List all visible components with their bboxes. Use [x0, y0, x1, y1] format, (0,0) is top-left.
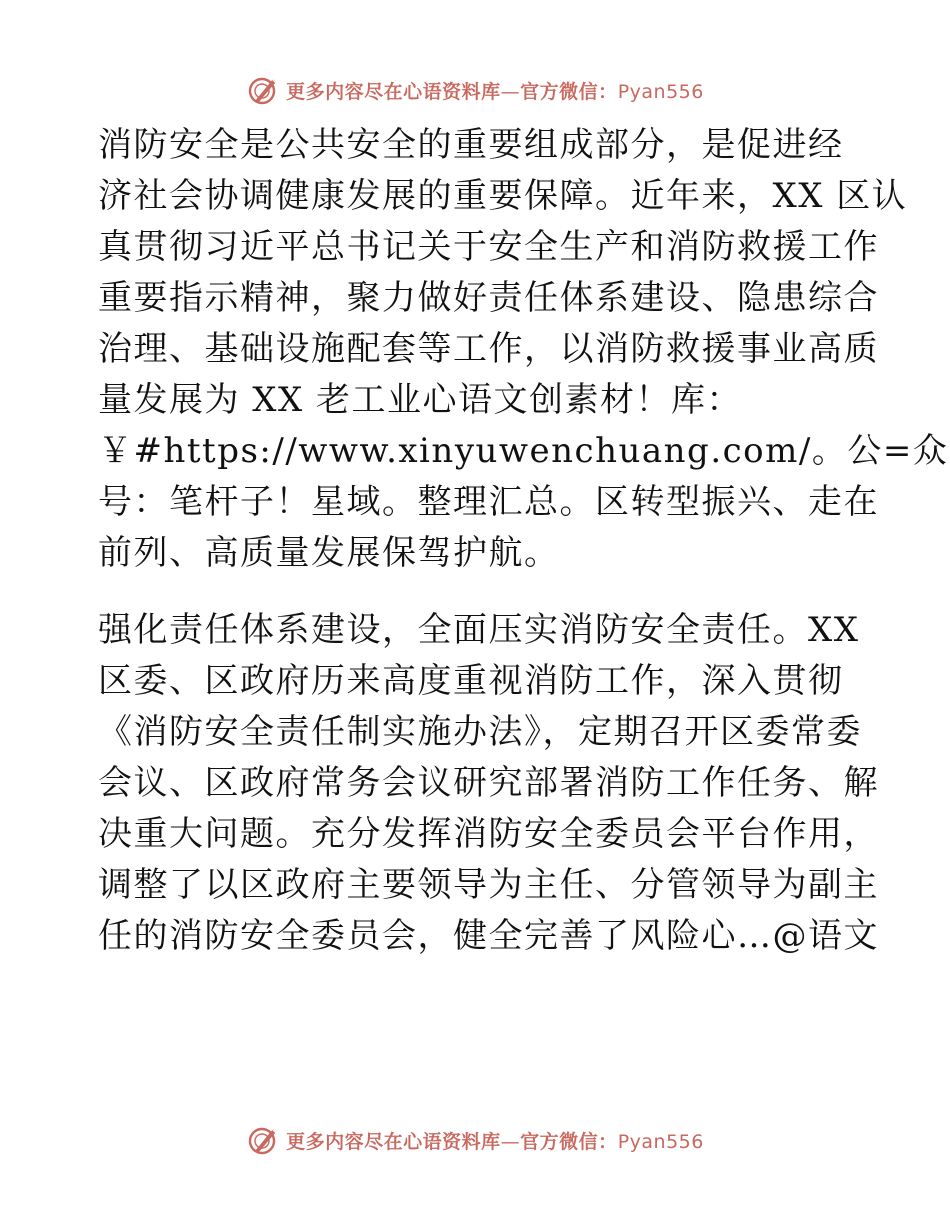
banner-library-text: 更多内容尽在心语资料库: [286, 1130, 501, 1153]
quill-pen-logo-icon: [246, 73, 280, 107]
quill-pen-logo-icon: [246, 1123, 280, 1157]
text-line: 济社会协调健康发展的重要保障。近年来，XX 区认: [98, 176, 908, 216]
text-line: 任的消防安全委员会，健全完善了风险心…@语文: [98, 916, 879, 956]
paragraph-2: [98, 605, 879, 962]
banner-wechat-id: Pyan556: [617, 80, 704, 103]
footer-watermark-banner: [0, 1120, 950, 1160]
text-line: 号：笔杆子！星域。整理汇总。区转型振兴、走在: [98, 482, 879, 522]
text-line: ￥#https://www.xinyuwenchuang.com/。公=众: [98, 431, 949, 471]
header-watermark-banner: [0, 70, 950, 110]
document-body: [98, 120, 949, 962]
banner-dash: —: [500, 80, 521, 103]
text-line: 前列、高质量发展保驾护航。: [98, 533, 560, 573]
text-line: 《消防安全责任制实施办法》，定期召开区委常委: [98, 712, 862, 752]
text-line: 消防安全是公共安全的重要组成部分，是促进经: [98, 125, 844, 165]
banner-dash: —: [500, 1130, 521, 1153]
text-line: 区委、区政府历来高度重视消防工作，深入贯彻: [98, 661, 844, 701]
banner-library-text: 更多内容尽在心语资料库: [286, 80, 501, 103]
text-line: 量发展为 XX 老工业心语文创素材！库：: [98, 380, 743, 420]
text-line: 强化责任体系建设，全面压实消防安全责任。XX: [98, 610, 860, 650]
banner-official-label: 官方微信：: [520, 1130, 618, 1153]
banner-wechat-id: Pyan556: [617, 1130, 704, 1153]
text-line: 重要指示精神，聚力做好责任体系建设、隐患综合: [98, 278, 879, 318]
text-line: 会议、区政府常务会议研究部署消防工作任务、解: [98, 763, 879, 803]
paragraph-1: [98, 120, 949, 579]
banner-official-label: 官方微信：: [520, 80, 618, 103]
text-line: 真贯彻习近平总书记关于安全生产和消防救援工作: [98, 227, 879, 267]
text-line: 治理、基础设施配套等工作，以消防救援事业高质: [98, 329, 879, 369]
text-line: 决重大问题。充分发挥消防安全委员会平台作用，: [98, 814, 879, 854]
text-line: 调整了以区政府主要领导为主任、分管领导为副主: [98, 865, 879, 905]
